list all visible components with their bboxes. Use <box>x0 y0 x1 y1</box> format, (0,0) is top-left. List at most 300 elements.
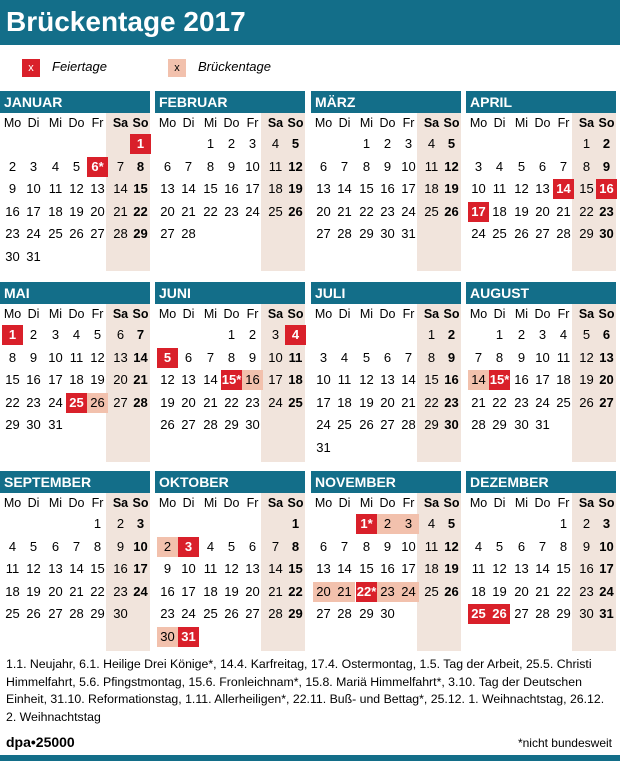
day-cell: 22 <box>5 394 20 410</box>
day-cell: 30 <box>380 606 395 621</box>
day-cell: 8 <box>206 158 215 174</box>
day-cell: 8 <box>291 538 300 554</box>
day-cell: 29 <box>556 606 571 621</box>
day-cell: 5 <box>362 349 371 365</box>
day-cell: 23 <box>380 203 395 219</box>
day-cell: 24 <box>316 417 331 432</box>
weekday-label: Mo <box>158 116 177 130</box>
day-cell: 23 <box>160 606 175 621</box>
month-november <box>311 471 461 651</box>
day-cell: 16 <box>113 561 128 576</box>
day-cell: 27 <box>316 226 331 241</box>
weekday-label: Di <box>182 116 195 130</box>
day-cell: 10 <box>133 538 148 554</box>
day-cell: 4 <box>559 327 568 342</box>
day-cell: 27 <box>599 394 614 410</box>
day-cell: 2 <box>582 516 591 531</box>
day-cell: 21 <box>535 583 550 599</box>
month-title: AUGUST <box>466 282 616 304</box>
bridge-label: Brückentage <box>198 59 271 74</box>
day-cell: 15 <box>288 561 303 576</box>
day-cell: 2 <box>29 327 38 342</box>
weekday-label: Sa <box>267 116 284 130</box>
day-cell: 17 <box>316 394 331 410</box>
weekday-label: Di <box>493 496 506 510</box>
weekday-label: So <box>287 116 304 130</box>
day-cell: 23 <box>5 226 20 241</box>
day-cell: 22 <box>90 583 105 599</box>
day-cell: 28 <box>181 226 196 241</box>
day-cell: 7 <box>474 349 483 365</box>
day-cell: 13 <box>90 181 105 196</box>
day-cell: 18 <box>424 561 439 576</box>
weekday-label: Do <box>534 307 551 321</box>
month-title: FEBRUAR <box>155 91 305 113</box>
day-cell: 11 <box>69 349 84 365</box>
day-cell: 4 <box>51 158 60 174</box>
month-februar <box>155 91 305 271</box>
day-cell: 5 <box>227 538 236 554</box>
day-cell: 1 <box>93 516 102 531</box>
day-cell: 19 <box>444 561 459 576</box>
day-cell: 11 <box>268 158 283 174</box>
month-märz <box>311 91 461 271</box>
day-cell: 1 <box>427 327 436 342</box>
month-april <box>466 91 616 271</box>
day-cell: 24 <box>471 226 486 241</box>
weekday-label: So <box>443 116 460 130</box>
day-cell: 9 <box>517 349 526 365</box>
day-cell: 13 <box>160 181 175 196</box>
day-cell: 23 <box>579 583 594 599</box>
weekday-label: Mi <box>359 116 374 130</box>
day-cell: 9 <box>582 538 591 554</box>
weekday-label: Do <box>379 496 396 510</box>
day-cell: 25 <box>288 394 303 410</box>
day-cell: 28 <box>471 417 486 432</box>
holiday-footnote: 1.1. Neujahr, 6.1. Heilige Drei Könige*, 14.4. Karfreitag, 17.4. Ostermontag, 1.5. Tag der Arbeit, 25.5. Christi Himmelfahrt, 5.6. Pfingstmontag, 15.6. Fronleichnam*, 15.8. Mariä Himmelfahrt*, 3.10. Tag der Deutschen Einheit, 31.10. Reformationstag, 1.11. Allerheiligen*, 22.11. Buß- und Bettag*, 25.12. 1. Weihnachtstag, 26.12. 2. Weihnachtstag <box>6 657 605 724</box>
day-cell: 14 <box>337 561 352 576</box>
day-cell: 12 <box>444 538 459 554</box>
day-cell: 23 <box>444 394 459 410</box>
day-cell: 2 <box>517 327 526 342</box>
day-cell: 8 <box>136 158 145 174</box>
day-cell: 17 <box>26 203 41 219</box>
day-cell: 23 <box>224 203 239 219</box>
day-cell: 14 <box>401 372 416 387</box>
day-cell: 6 <box>184 349 193 365</box>
day-cell: 13 <box>181 372 196 387</box>
day-cell: 11 <box>203 561 218 576</box>
day-cell: 5 <box>447 136 456 151</box>
day-cell: 29 <box>579 226 594 241</box>
day-cell: 26 <box>359 417 374 432</box>
day-cell: 18 <box>424 181 439 196</box>
weekday-label: Sa <box>267 496 284 510</box>
day-cell: 29 <box>133 226 148 241</box>
weekday-label: Di <box>182 307 195 321</box>
month-oktober <box>155 471 305 651</box>
day-cell: 13 <box>48 561 63 576</box>
day-cell: 4 <box>427 136 436 151</box>
weekday-label: Do <box>68 307 85 321</box>
day-cell: 22 <box>579 203 594 219</box>
month-dezember <box>466 471 616 651</box>
day-cell: 31 <box>401 226 416 241</box>
weekday-label: Do <box>223 496 240 510</box>
day-cell: 12 <box>69 181 84 196</box>
day-cell: 18 <box>48 203 63 219</box>
day-cell: 26 <box>160 417 175 432</box>
day-cell: 12 <box>444 158 459 174</box>
day-cell: 11 <box>424 158 439 174</box>
day-cell: 2 <box>248 327 257 342</box>
weekday-label: Sa <box>578 116 595 130</box>
day-cell: 31 <box>48 417 63 432</box>
day-cell: 15 <box>203 181 218 196</box>
day-cell: 25 <box>66 393 87 413</box>
day-cell: 23 <box>26 394 41 410</box>
weekday-label: Di <box>338 496 351 510</box>
weekday-label: So <box>132 116 149 130</box>
day-cell: 27 <box>48 606 63 621</box>
day-cell: 14 <box>181 181 196 196</box>
weekday-label: Mi <box>359 307 374 321</box>
day-cell: 10 <box>471 181 486 196</box>
day-cell: 26 <box>444 583 459 599</box>
day-cell: 9 <box>227 158 236 174</box>
holiday-swatch: x <box>22 59 40 77</box>
day-cell: 18 <box>5 583 20 599</box>
day-cell: 29 <box>224 417 239 432</box>
day-cell: 9 <box>447 349 456 365</box>
day-cell: 25 <box>468 604 489 624</box>
day-cell: 10 <box>316 372 331 387</box>
day-cell: 10 <box>401 538 416 554</box>
day-cell: 5 <box>72 158 81 174</box>
day-cell: 13 <box>514 561 529 576</box>
day-cell: 6 <box>163 158 172 174</box>
day-cell: 6 <box>319 538 328 554</box>
day-cell: 13 <box>245 561 260 576</box>
day-cell: 3 <box>398 514 419 534</box>
day-cell: 17 <box>535 372 550 387</box>
day-cell: 14 <box>535 561 550 576</box>
day-cell: 9 <box>383 538 392 554</box>
day-cell: 18 <box>288 372 303 387</box>
month-august <box>466 282 616 462</box>
month-juli <box>311 282 461 462</box>
day-cell: 4 <box>8 538 17 554</box>
day-cell: 28 <box>535 606 550 621</box>
day-cell: 22* <box>356 582 377 602</box>
weekday-label: Fr <box>91 307 104 321</box>
day-cell: 21 <box>556 203 571 219</box>
weekday-label: Mi <box>48 496 63 510</box>
day-cell: 24 <box>268 394 283 410</box>
day-cell: 10 <box>26 181 41 196</box>
weekday-label: So <box>443 307 460 321</box>
day-cell: 26 <box>26 606 41 621</box>
day-cell: 28 <box>337 606 352 621</box>
day-cell: 20 <box>514 583 529 599</box>
day-cell: 13 <box>316 561 331 576</box>
day-cell: 17 <box>599 561 614 576</box>
month-september <box>0 471 150 651</box>
day-cell: 3 <box>51 327 60 342</box>
day-cell: 2 <box>377 514 398 534</box>
day-cell: 30 <box>444 417 459 432</box>
day-cell: 9 <box>29 349 38 365</box>
day-cell: 3 <box>404 136 413 151</box>
day-cell: 2 <box>116 516 125 531</box>
day-cell: 22 <box>203 203 218 219</box>
weekday-label: Sa <box>578 496 595 510</box>
day-cell: 29 <box>424 417 439 432</box>
day-cell: 8 <box>559 538 568 554</box>
weekday-label: Sa <box>112 116 129 130</box>
day-cell: 6* <box>87 157 108 177</box>
day-cell: 27 <box>316 606 331 621</box>
day-cell: 27 <box>514 606 529 621</box>
weekday-label: Fr <box>246 116 259 130</box>
day-cell: 20 <box>160 203 175 219</box>
weekday-label: Di <box>338 116 351 130</box>
weekday-label: Mo <box>158 496 177 510</box>
day-cell: 27 <box>380 417 395 432</box>
weekday-label: Fr <box>557 116 570 130</box>
day-cell: 18 <box>203 583 218 599</box>
day-cell: 9 <box>163 561 172 576</box>
legend-holiday <box>22 57 107 77</box>
day-cell: 14 <box>553 179 574 199</box>
day-cell: 25 <box>556 394 571 410</box>
day-cell: 12 <box>492 561 507 576</box>
day-cell: 24 <box>48 394 63 410</box>
day-cell: 20 <box>316 203 331 219</box>
day-cell: 6 <box>517 538 526 554</box>
day-cell: 29 <box>359 606 374 621</box>
day-cell: 10 <box>48 349 63 365</box>
day-cell: 28 <box>337 226 352 241</box>
day-cell: 21 <box>203 394 218 410</box>
day-cell: 16 <box>579 561 594 576</box>
day-cell: 3 <box>248 136 257 151</box>
month-title: JULI <box>311 282 461 304</box>
legend-bridge <box>168 57 271 77</box>
day-cell: 28 <box>69 606 84 621</box>
day-cell: 16 <box>224 181 239 196</box>
day-cell: 24 <box>535 394 550 410</box>
weekday-label: Sa <box>112 496 129 510</box>
day-cell: 20 <box>90 203 105 219</box>
day-cell: 7 <box>559 158 568 174</box>
day-cell: 27 <box>160 226 175 241</box>
day-cell: 6 <box>51 538 60 554</box>
day-cell: 3 <box>178 537 199 557</box>
weekday-label: Mo <box>469 496 488 510</box>
day-cell: 24 <box>133 583 148 599</box>
weekday-label: So <box>287 496 304 510</box>
month-januar <box>0 91 150 271</box>
day-cell: 8 <box>495 349 504 365</box>
day-cell: 3 <box>271 327 280 342</box>
day-cell: 3 <box>136 516 145 531</box>
day-cell: 5 <box>93 327 102 342</box>
day-cell: 3 <box>319 349 328 365</box>
weekday-label: Di <box>493 307 506 321</box>
day-cell: 11 <box>5 561 20 576</box>
weekday-label: Do <box>223 116 240 130</box>
day-cell: 31 <box>599 606 614 621</box>
day-cell: 2 <box>383 136 392 151</box>
day-cell: 31 <box>26 248 41 264</box>
day-cell: 24 <box>398 582 419 602</box>
day-cell: 16 <box>380 561 395 576</box>
day-cell: 17 <box>401 181 416 196</box>
day-cell: 28 <box>113 226 128 241</box>
day-cell: 13 <box>599 349 614 365</box>
day-cell: 5 <box>517 158 526 174</box>
day-cell: 11 <box>492 181 507 196</box>
day-cell: 20 <box>380 394 395 410</box>
weekday-label: Sa <box>423 307 440 321</box>
day-cell: 4 <box>271 136 280 151</box>
day-cell: 8 <box>93 538 102 554</box>
day-cell: 1 <box>206 136 215 151</box>
month-title: APRIL <box>466 91 616 113</box>
weekday-label: Mi <box>203 307 218 321</box>
day-cell: 30 <box>579 606 594 621</box>
day-cell: 13 <box>380 372 395 387</box>
day-cell: 25 <box>203 606 218 621</box>
weekday-label: Fr <box>557 307 570 321</box>
day-cell: 30 <box>26 417 41 432</box>
day-cell: 26 <box>444 203 459 219</box>
weekday-label: Di <box>27 307 40 321</box>
day-cell: 25 <box>48 226 63 241</box>
day-cell: 1 <box>291 516 300 531</box>
weekday-label: So <box>598 307 615 321</box>
day-cell: 17 <box>48 372 63 387</box>
weekday-label: Sa <box>112 307 129 321</box>
day-cell: 19 <box>288 181 303 196</box>
day-cell: 6 <box>116 327 125 342</box>
day-cell: 28 <box>556 226 571 241</box>
month-mai <box>0 282 150 462</box>
day-cell: 26 <box>224 606 239 621</box>
weekday-label: Mi <box>48 116 63 130</box>
day-cell: 1 <box>495 327 504 342</box>
day-cell: 26 <box>514 226 529 241</box>
weekday-label: Di <box>182 496 195 510</box>
day-cell: 21 <box>471 394 486 410</box>
day-cell: 14 <box>337 181 352 196</box>
weekday-label: Mo <box>469 307 488 321</box>
weekday-label: So <box>287 307 304 321</box>
day-cell: 30 <box>245 417 260 432</box>
day-cell: 23 <box>113 583 128 599</box>
day-cell: 24 <box>26 226 41 241</box>
day-cell: 30 <box>5 248 20 264</box>
day-cell: 13 <box>316 181 331 196</box>
day-cell: 15 <box>5 372 20 387</box>
weekday-label: Mi <box>359 496 374 510</box>
day-cell: 25 <box>268 203 283 219</box>
weekday-label: Mi <box>514 496 529 510</box>
day-cell: 16 <box>26 372 41 387</box>
day-cell: 5 <box>29 538 38 554</box>
day-cell: 1 <box>130 134 151 154</box>
day-cell: 18 <box>471 583 486 599</box>
day-cell: 26 <box>489 604 510 624</box>
weekday-label: Do <box>379 116 396 130</box>
month-title: NOVEMBER <box>311 471 461 493</box>
day-cell: 24 <box>181 606 196 621</box>
weekday-label: So <box>598 116 615 130</box>
day-cell: 19 <box>514 203 529 219</box>
day-cell: 17 <box>268 372 283 387</box>
weekday-label: Di <box>27 116 40 130</box>
day-cell: 20 <box>599 372 614 387</box>
day-cell: 10 <box>535 349 550 365</box>
month-title: DEZEMBER <box>466 471 616 493</box>
day-cell: 13 <box>535 181 550 196</box>
day-cell: 24 <box>401 203 416 219</box>
day-cell: 8 <box>8 349 17 365</box>
day-cell: 14 <box>113 181 128 196</box>
day-cell: 12 <box>90 349 105 365</box>
day-cell: 22 <box>424 394 439 410</box>
day-cell: 19 <box>492 583 507 599</box>
weekday-label: So <box>132 307 149 321</box>
day-cell: 14 <box>468 370 489 390</box>
day-cell: 21 <box>268 583 283 599</box>
day-cell: 1* <box>356 514 377 534</box>
day-cell: 14 <box>268 561 283 576</box>
month-title: MÄRZ <box>311 91 461 113</box>
day-cell: 7 <box>116 158 125 174</box>
day-cell: 20 <box>113 372 128 387</box>
day-cell: 21 <box>401 394 416 410</box>
day-cell: 24 <box>599 583 614 599</box>
day-cell: 27 <box>113 394 128 410</box>
day-cell: 3 <box>474 158 483 174</box>
weekday-label: Fr <box>402 116 415 130</box>
day-cell: 7 <box>538 538 547 554</box>
day-cell: 11 <box>471 561 486 576</box>
month-title: OKTOBER <box>155 471 305 493</box>
weekday-label: Sa <box>423 116 440 130</box>
day-cell: 10 <box>245 158 260 174</box>
day-cell: 18 <box>556 372 571 387</box>
weekday-label: Fr <box>246 307 259 321</box>
bridge-swatch: x <box>168 59 186 77</box>
day-cell: 5 <box>447 516 456 531</box>
day-cell: 24 <box>245 203 260 219</box>
day-cell: 29 <box>288 606 303 621</box>
day-cell: 15 <box>90 561 105 576</box>
day-cell: 19 <box>69 203 84 219</box>
day-cell: 2 <box>227 136 236 151</box>
day-cell: 16 <box>444 372 459 387</box>
day-cell: 13 <box>113 349 128 365</box>
day-cell: 25 <box>492 226 507 241</box>
day-cell: 28 <box>268 606 283 621</box>
day-cell: 4 <box>285 325 306 345</box>
weekday-label: Sa <box>267 307 284 321</box>
day-cell: 9 <box>116 538 125 554</box>
